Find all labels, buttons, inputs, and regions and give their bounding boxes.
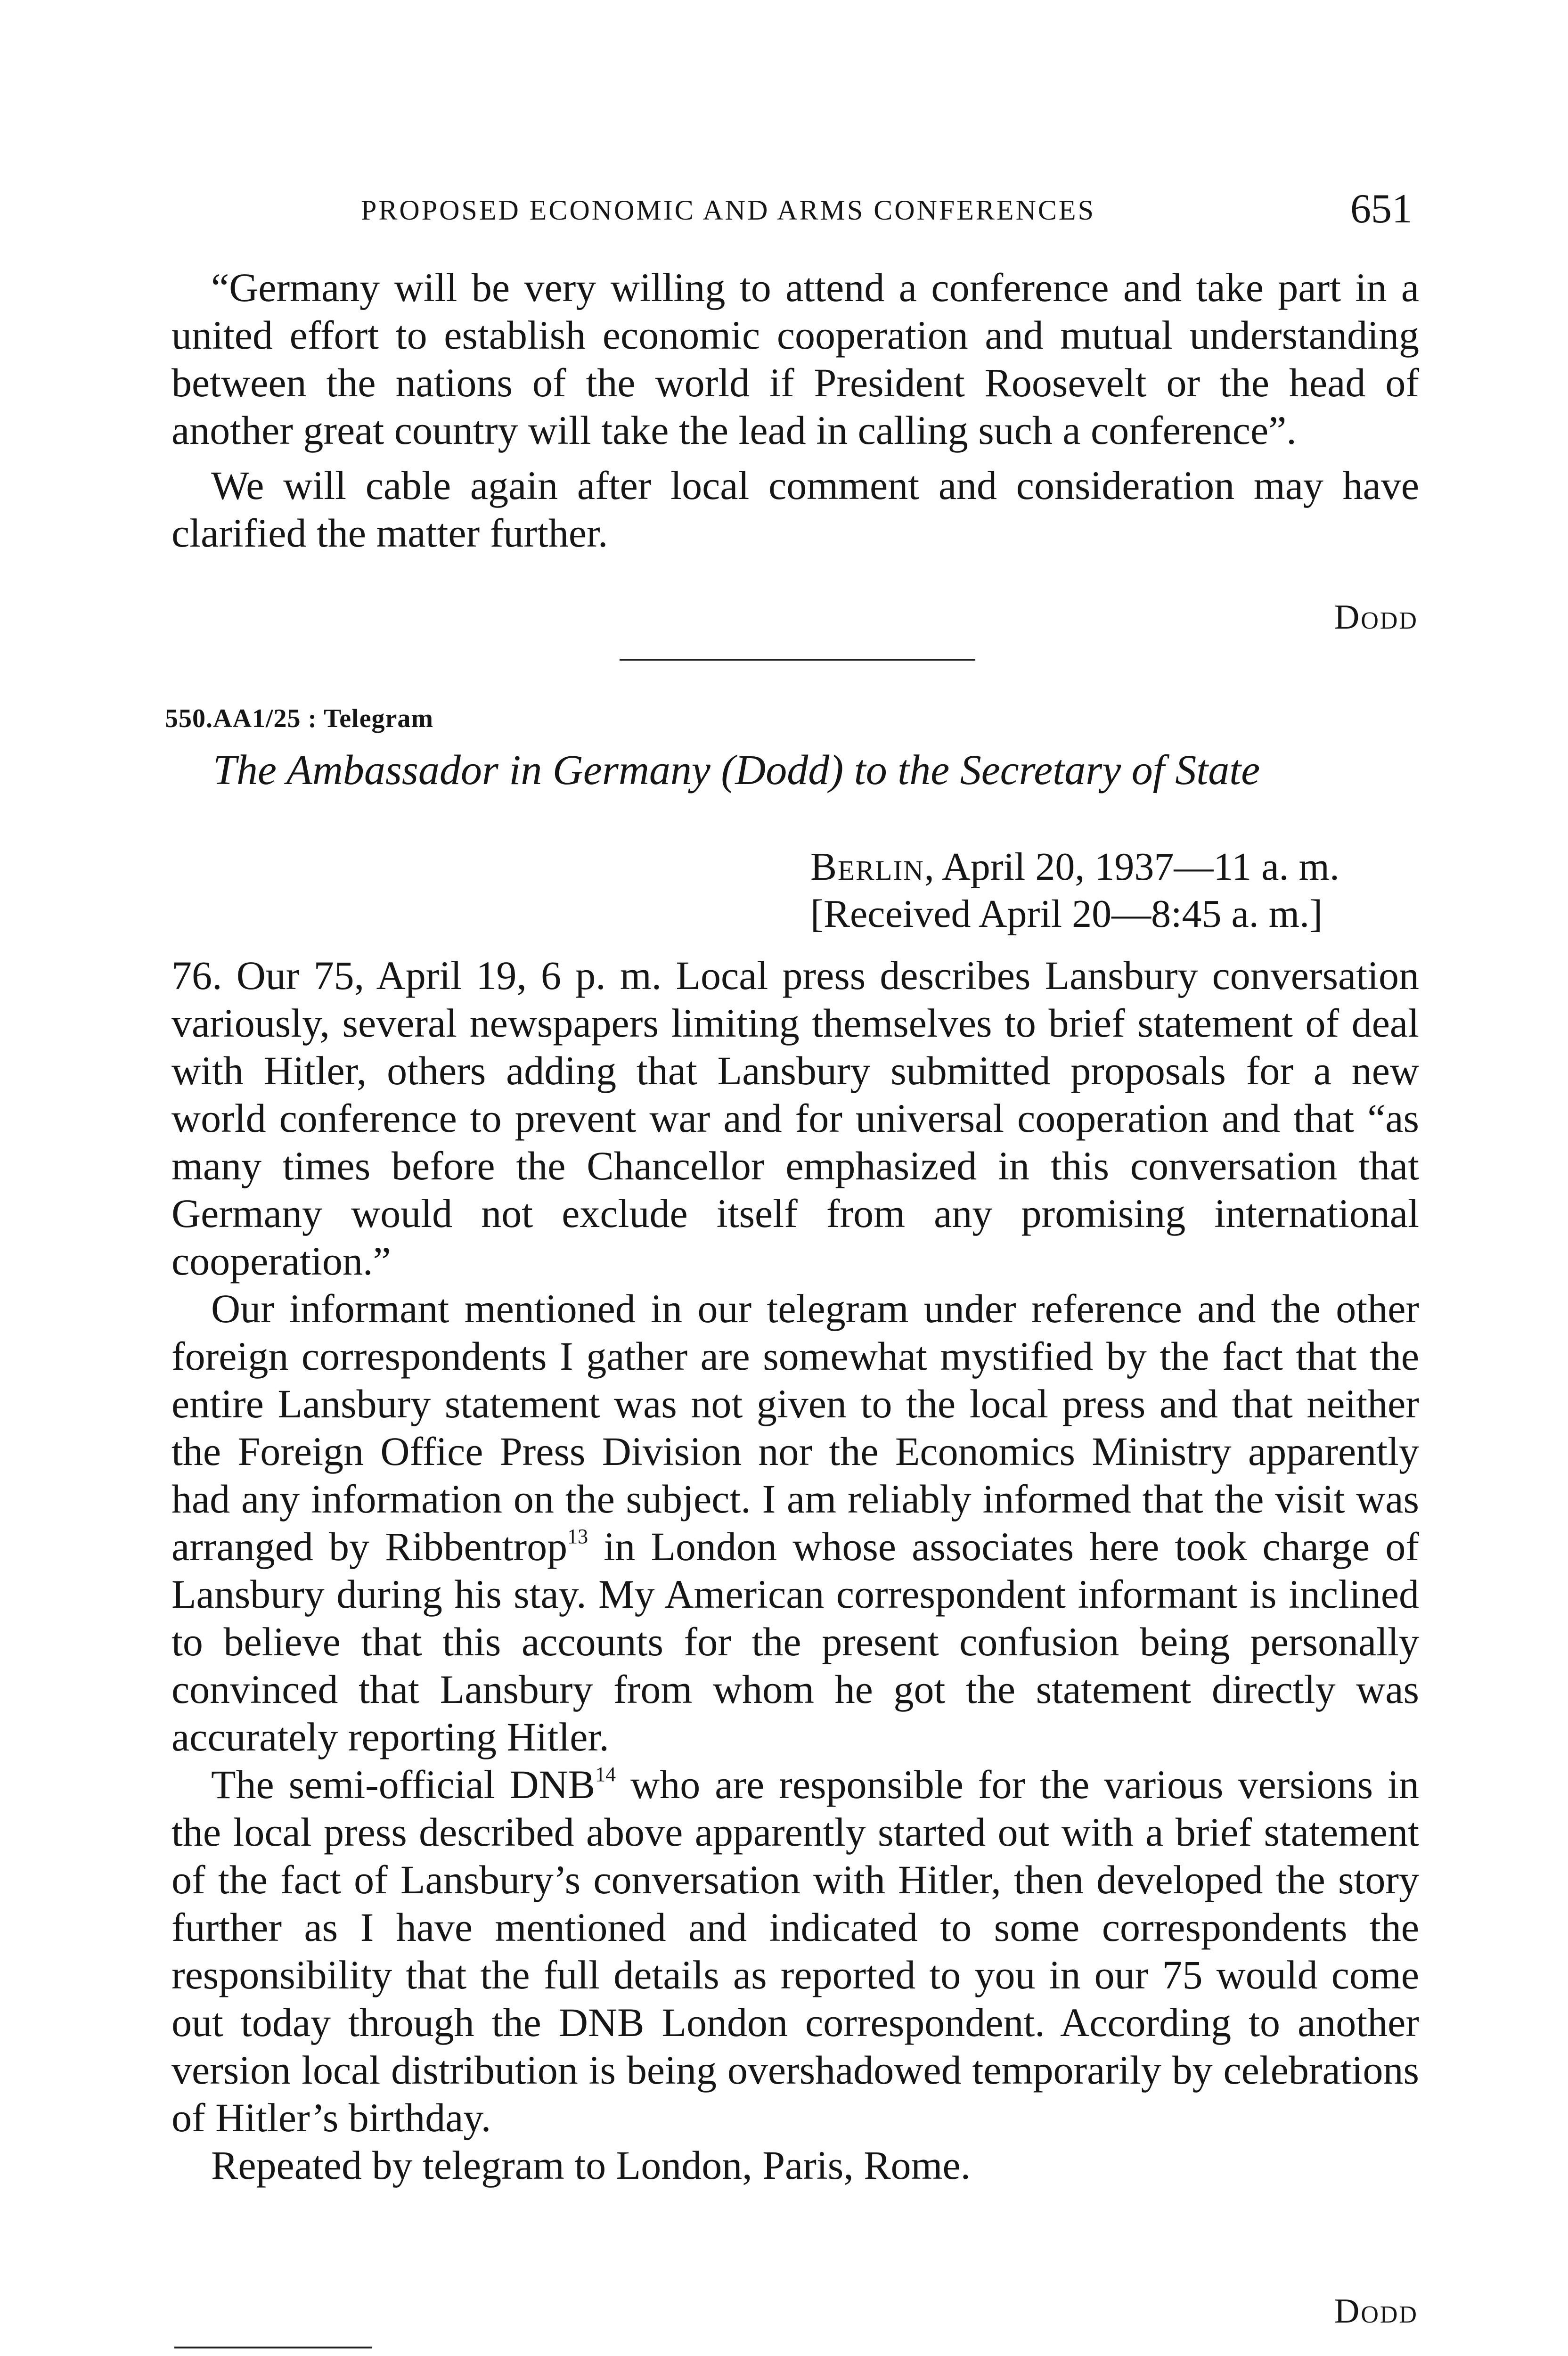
continued-telegram xyxy=(172,264,1419,557)
paragraph-4: Repeated by telegram to London, Paris, Rome. xyxy=(211,2143,971,2188)
paragraph-1: 76. Our 75, April 19, 6 p. m. Local press describes Lansbury conversation variously, several newspapers limiting themselves to brief statement of deal with Hitler, others adding that Lansbury submitted proposals for a new world conference to prevent war and for universal cooperation and that “as many times before the Chancellor emphasized in this conversation that Germany would not exclude itself from any promising international cooperation.” xyxy=(172,953,1419,1284)
received-line: [Received April 20—8:45 a. m.] xyxy=(810,892,1323,936)
paragraph-2 xyxy=(172,1285,1419,1761)
footnote-ref-13[interactable]: 13 xyxy=(567,1525,588,1548)
paragraph-3-part-a: The semi-official DNB xyxy=(211,1762,596,1807)
signature-dodd-2: Dodd xyxy=(1334,2292,1418,2331)
telegram-body xyxy=(172,952,1419,2189)
paragraph-2-part-a: Our informant mentioned in our telegram under reference and the other foreign correspondents I gather are somewhat mystified by the fact that the entire Lansbury statement was not given to the local press and that neither the Foreign Office Press Division nor the Economics Ministry apparently had any information on the subject. I am reliably informed that the visit was arranged by Ribbentrop xyxy=(172,1286,1419,1569)
page-number: 651 xyxy=(1350,186,1413,232)
section-divider xyxy=(620,659,975,661)
footnote-ref-14[interactable]: 14 xyxy=(595,1763,616,1786)
running-head: PROPOSED ECONOMIC AND ARMS CONFERENCES xyxy=(361,195,1095,226)
page-header xyxy=(172,187,1413,234)
followup-paragraph: We will cable again after local comment and consideration may have clarified the matter further. xyxy=(172,463,1419,556)
paragraph-3 xyxy=(172,1761,1419,2142)
quoted-statement: “Germany will be very willing to attend a conference and take part in a united effort to establish economic cooperation and mutual understanding between the nations of the world if President Roosevelt or the head of another great country will take the lead in calling such a conference”. xyxy=(172,265,1419,453)
dateline-city: Berlin xyxy=(810,845,924,889)
footnote-rule xyxy=(174,2347,372,2348)
dateline xyxy=(810,843,1339,891)
paragraph-2-part-b: in London whose associates here took charge of Lansbury during his stay. My American correspondent informant is inclined to believe that this accounts for the present confusion being personally convinced that Lansbury from whom he got the statement directly was accurately reporting Hitler. xyxy=(172,1524,1420,1759)
paragraph-3-part-b: who are responsible for the various versions in the local press described above apparently started out with a brief statement of the fact of Lansbury’s conversation with Hitler, then developed the story further as I have mentioned and indicated to some correspondents the responsibility that the full details as reported to you in our 75 would come out today through the DNB London correspondent. According to another version local distribution is being overshadowed temporarily by celebrations of Hitler’s birthday. xyxy=(172,1762,1419,2140)
file-reference: 550.AA1/25 : Telegram xyxy=(165,704,434,733)
dateline-date: , April 20, 1937—11 a. m. xyxy=(924,845,1339,889)
signature-dodd-1: Dodd xyxy=(1334,598,1418,637)
document-title: The Ambassador in Germany (Dodd) to the Secretary of State xyxy=(213,747,1260,794)
